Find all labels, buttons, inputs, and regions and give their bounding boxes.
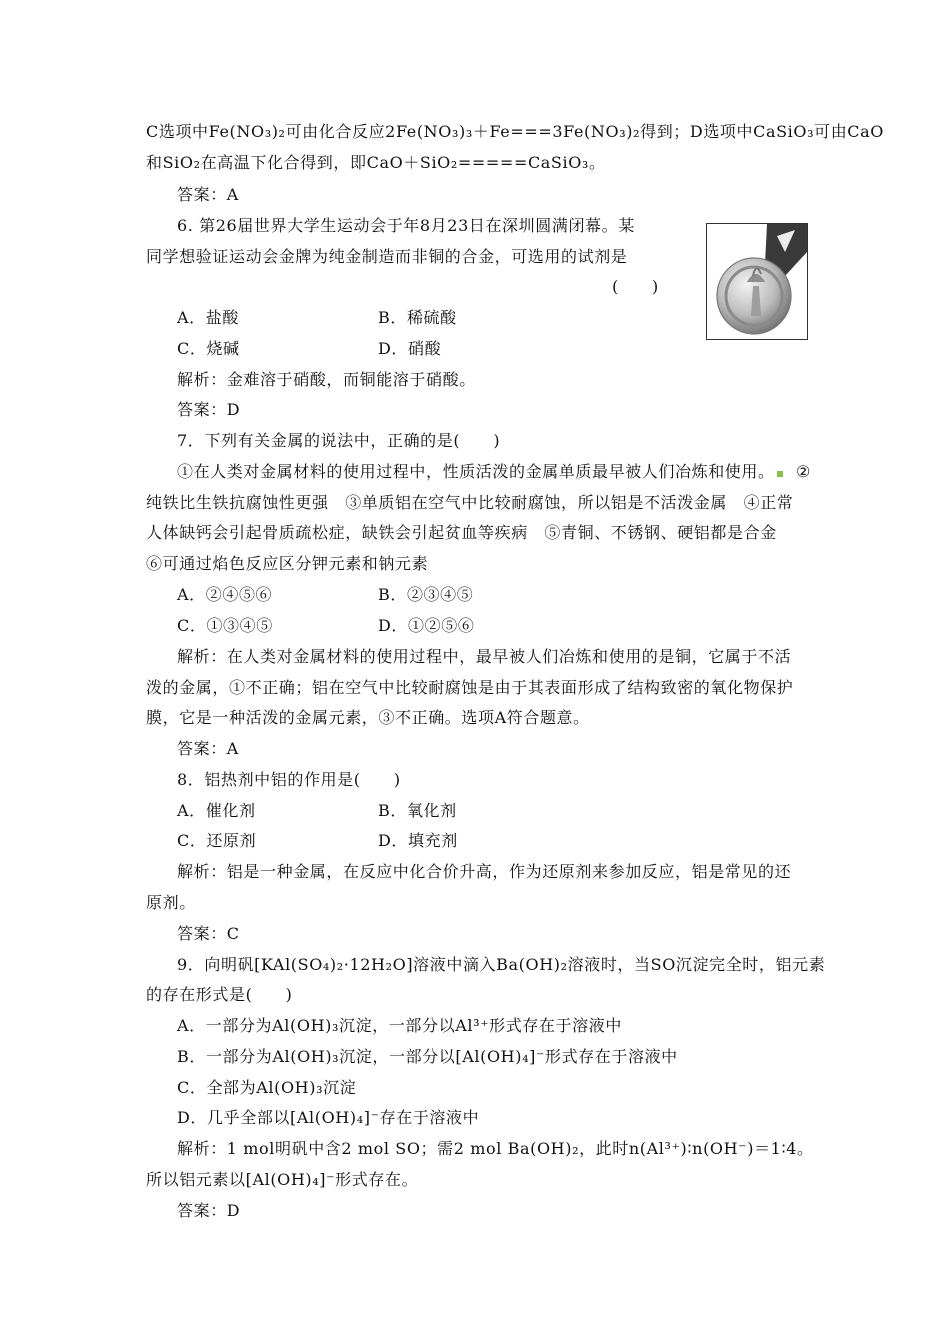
question-line: 7．下列有关金属的说法中，正确的是( ) <box>177 431 501 450</box>
statement-line: 人体缺钙会引起骨质疏松症，缺铁会引起贫血等疾病 ⑤青铜、不锈钢、硬铝都是合金 <box>146 523 777 542</box>
highlight-mark <box>777 471 783 477</box>
option-d: D．几乎全部以[Al(OH)₄]⁻存在于溶液中 <box>177 1108 480 1127</box>
option-a: A．盐酸 <box>177 308 239 327</box>
answer-line: 答案：C <box>177 924 240 943</box>
answer-bracket: ( ) <box>612 277 659 296</box>
option-c: C．全部为Al(OH)₃沉淀 <box>177 1078 357 1097</box>
option-d: D．硝酸 <box>378 339 442 358</box>
statement-line: 纯铁比生铁抗腐蚀性更强 ③单质铝在空气中比较耐腐蚀，所以铝是不活泼金属 ④正常 <box>146 493 794 512</box>
option-row <box>177 338 841 360</box>
option-row <box>177 830 841 852</box>
option-a: A．②④⑤⑥ <box>177 585 273 604</box>
option-c: C．还原剂 <box>177 831 257 850</box>
option-row <box>177 800 841 822</box>
paragraph-line: 和SiO₂在高温下化合得到，即CaO＋SiO₂=====CaSiO₃。 <box>146 153 606 172</box>
answer-line: 答案：A <box>177 739 239 758</box>
option-d: D．填充剂 <box>378 831 458 850</box>
option-b: B．稀硫酸 <box>378 308 457 327</box>
option-b: B．一部分为Al(OH)₃沉淀，一部分以[Al(OH)₄]⁻形式存在于溶液中 <box>177 1047 678 1066</box>
option-b: B．氧化剂 <box>378 801 457 820</box>
explanation-line: 所以铝元素以[Al(OH)₄]⁻形式存在。 <box>146 1170 419 1189</box>
answer-line: 答案：D <box>177 400 241 419</box>
option-row <box>177 584 841 606</box>
explanation-line: 原剂。 <box>146 893 196 912</box>
statement-line: ⑥可通过焰色反应区分钾元素和钠元素 <box>146 554 429 573</box>
explanation-line: 解析：1 mol明矾中含2 mol SO；需2 mol Ba(OH)₂，此时n(Al³⁺)∶n(OH⁻)＝1∶4。 <box>177 1139 814 1158</box>
explanation-line: 解析：在人类对金属材料的使用过程中，最早被人们冶炼和使用的是铜，它属于不活 <box>177 647 792 666</box>
statement-line <box>177 461 841 483</box>
option-a: A．一部分为Al(OH)₃沉淀，一部分以Al³⁺形式存在于溶液中 <box>177 1016 622 1035</box>
answer-line: 答案：A <box>177 185 239 204</box>
question-line: 9．向明矾[KAl(SO₄)₂·12H₂O]溶液中滴入Ba(OH)₂溶液时，当SO沉淀完全时，铝元素 <box>177 955 826 974</box>
question-line: 同学想验证运动会金牌为纯金制造而非铜的合金，可选用的试剂是 <box>146 247 628 266</box>
option-c: C．①③④⑤ <box>177 616 273 635</box>
paragraph-line: C选项中Fe(NO₃)₂可由化合反应2Fe(NO₃)₃＋Fe===3Fe(NO₃)₂得到；D选项中CaSiO₃可由CaO <box>146 122 885 141</box>
explanation-line: 膜，它是一种活泼的金属元素，③不正确。选项A符合题意。 <box>146 708 590 727</box>
explanation-line: 泼的金属，①不正确；铝在空气中比较耐腐蚀是由于其表面形成了结构致密的氧化物保护 <box>146 678 794 697</box>
answer-line: 答案：D <box>177 1201 241 1220</box>
statement-text: ①在人类对金属材料的使用过程中，性质活泼的金属单质最早被人们冶炼和使用。 <box>177 462 775 481</box>
statement-tail: ② <box>796 462 811 481</box>
option-b: B．②③④⑤ <box>378 585 474 604</box>
option-row <box>177 615 841 637</box>
question-line: 的存在形式是( ) <box>146 985 293 1004</box>
question-line: 8．铝热剂中铝的作用是( ) <box>177 770 401 789</box>
option-a: A．催化剂 <box>177 801 256 820</box>
explanation-line: 解析：铝是一种金属，在反应中化合价升高，作为还原剂来参加反应，铝是常见的还 <box>177 862 792 881</box>
explanation-line: 解析：金难溶于硝酸，而铜能溶于硝酸。 <box>177 370 476 389</box>
question-line: 6. 第26届世界大学生运动会于年8月23日在深圳圆满闭幕。某 <box>177 216 635 235</box>
option-c: C．烧碱 <box>177 339 240 358</box>
option-row <box>177 307 841 329</box>
option-d: D．①②⑤⑥ <box>378 616 475 635</box>
